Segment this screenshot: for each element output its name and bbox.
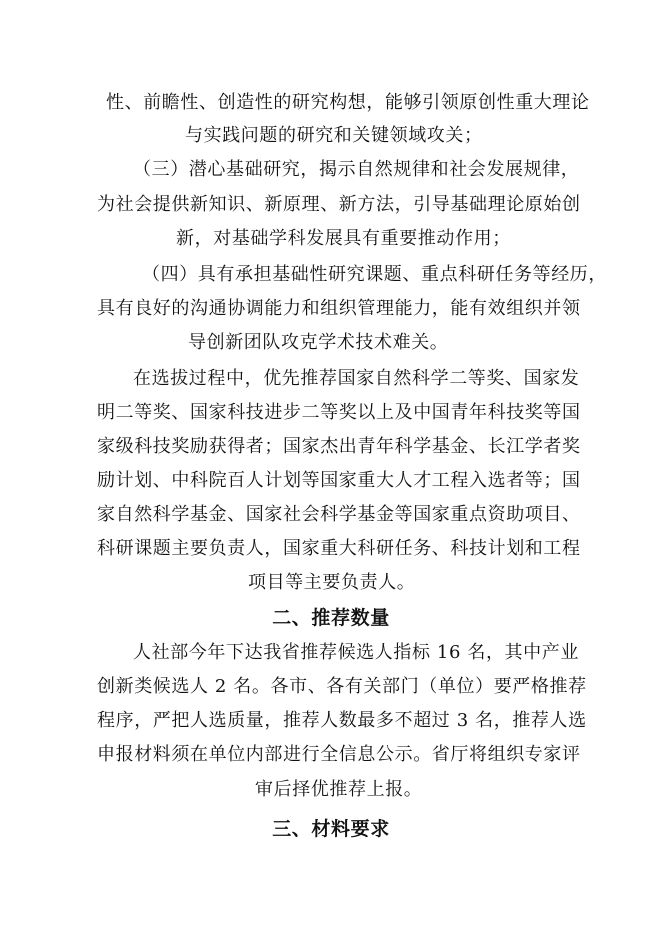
paragraph-line: 性、前瞻性、创造性的研究构想，能够引领原创性重大理论 <box>106 92 590 113</box>
paragraph-line: （四）具有承担基础性研究课题、重点科研任务等经历， <box>142 264 607 285</box>
paragraph-line: 与实践问题的研究和关键领域攻关； <box>185 125 483 146</box>
paragraph-line: 申报材料须在单位内部进行全信息公示。省厅将组织专家评 <box>97 744 581 765</box>
paragraph-line: 导创新团队攻克学术技术难关。 <box>188 332 449 353</box>
paragraph-line: 家级科技奖励获得者；国家杰出青年科学基金、长江学者奖 <box>97 436 581 457</box>
paragraph-line: 在选拔过程中，优先推荐国家自然科学二等奖、国家发 <box>133 368 580 389</box>
paragraph-line: 具有良好的沟通协调能力和组织管理能力，能有效组织并领 <box>97 298 581 319</box>
paragraph-line: 人社部今年下达我省推荐候选人指标 16 名，其中产业 <box>133 642 579 663</box>
paragraph-line: 为社会提供新知识、新原理、新方法，引导基础理论原始创 <box>97 194 581 215</box>
paragraph-line: （三）潜心基础研究，揭示自然规律和社会发展规律， <box>133 159 580 180</box>
paragraph-line: 励计划、中科院百人计划等国家重大人才工程入选者等；国 <box>97 470 581 491</box>
paragraph-line: 家自然科学基金、国家社会科学基金等国家重点资助项目、 <box>97 504 581 525</box>
paragraph-line: 科研课题主要负责人，国家重大科研任务、科技计划和工程 <box>97 538 581 559</box>
paragraph-line: 新，对基础学科发展具有重要推动作用； <box>176 228 511 249</box>
section-heading-recommend-count: 二、推荐数量 <box>272 607 390 629</box>
paragraph-line: 程序，严把人选质量，推荐人数最多不超过 3 名，推荐人选 <box>97 710 587 731</box>
paragraph-line: 明二等奖、国家科技进步二等奖以上及中国青年科技奖等国 <box>97 402 581 423</box>
section-heading-material-requirements: 三、材料要求 <box>272 818 390 840</box>
paragraph-line: 审后择优推荐上报。 <box>255 779 423 800</box>
paragraph-line: 项目等主要负责人。 <box>248 572 416 593</box>
paragraph-line: 创新类候选人 2 名。各市、各有关部门（单位）要严格推荐 <box>97 676 587 697</box>
